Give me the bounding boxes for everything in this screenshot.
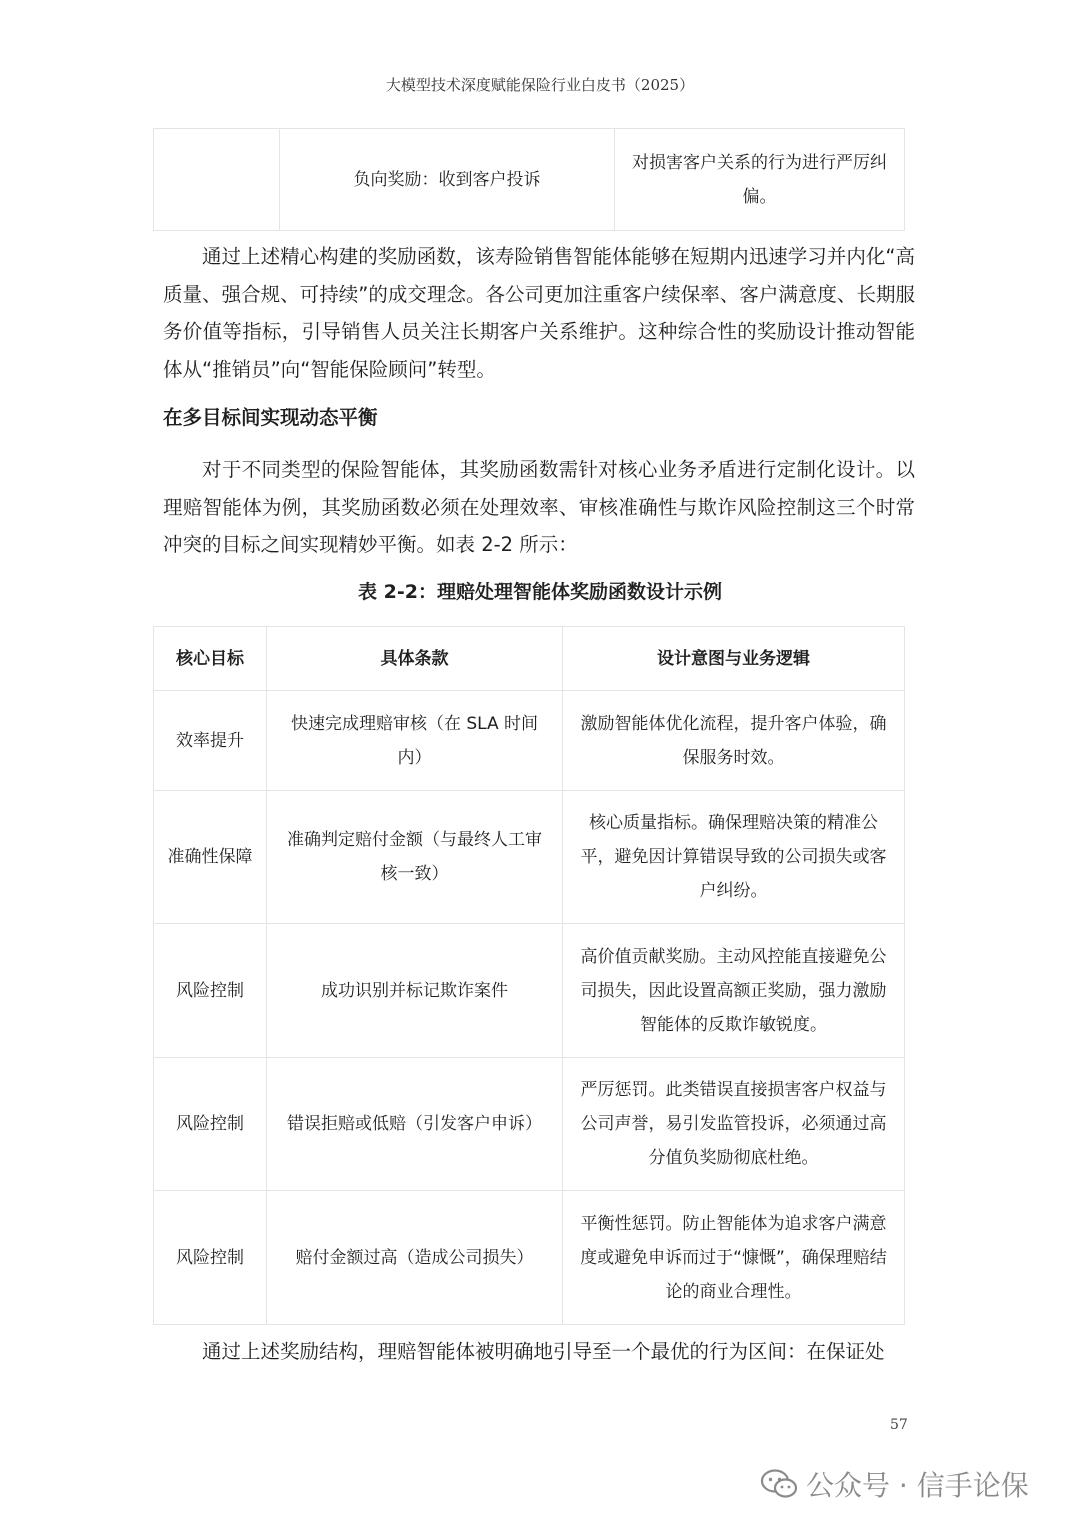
paragraph-3: 通过上述奖励结构，理赔智能体被明确地引导至一个最优的行为区间：在保证处	[202, 1340, 885, 1363]
table-cell: 负向奖励：收到客户投诉	[280, 129, 615, 231]
intent-cell: 激励智能体优化流程，提升客户体验，确保服务时效。	[563, 691, 905, 791]
table-cell: 对损害客户关系的行为进行严厉纠偏。	[615, 129, 905, 231]
table-row	[154, 791, 905, 924]
page-header: 大模型技术深度赋能保险行业白皮书（2025）	[385, 76, 695, 94]
goal-cell: 准确性保障	[154, 791, 267, 924]
wechat-icon	[760, 1469, 798, 1499]
intent-cell: 高价值贡献奖励。主动风控能直接避免公司损失，因此设置高额正奖励，强力激励智能体的反欺诈敏锐度。	[563, 924, 905, 1058]
clause-cell: 成功识别并标记欺诈案件	[267, 924, 563, 1058]
goal-cell: 效率提升	[154, 691, 267, 791]
paragraph-2: 对于不同类型的保险智能体，其奖励函数需针对核心业务矛盾进行定制化设计。以理赔智能体为例，其奖励函数必须在处理效率、审核准确性与欺诈风险控制这三个时常冲突的目标之间实现精妙平衡。如表 2-2 所示：	[163, 458, 915, 556]
table-row	[154, 924, 905, 1058]
table-caption: 表 2-2：理赔处理智能体奖励函数设计示例	[358, 581, 722, 603]
watermark-text: 公众号 · 信手论保	[806, 1469, 1029, 1502]
clause-cell: 错误拒赔或低赔（引发客户申诉）	[267, 1058, 563, 1191]
reward-table	[153, 626, 905, 1325]
table-cell	[154, 129, 280, 231]
page-number: 57	[890, 1417, 908, 1433]
goal-cell: 风险控制	[154, 1191, 267, 1325]
clause-cell: 赔付金额过高（造成公司损失）	[267, 1191, 563, 1325]
goal-cell: 风险控制	[154, 1058, 267, 1191]
table-row	[154, 691, 905, 791]
section-heading: 在多目标间实现动态平衡	[163, 406, 378, 429]
intent-cell: 核心质量指标。确保理赔决策的精准公平，避免因计算错误导致的公司损失或客户纠纷。	[563, 791, 905, 924]
header-goal: 核心目标	[154, 627, 267, 691]
goal-cell: 风险控制	[154, 924, 267, 1058]
clause-cell: 快速完成理赔审核（在 SLA 时间内）	[267, 691, 563, 791]
header-clause: 具体条款	[267, 627, 563, 691]
intent-cell: 平衡性惩罚。防止智能体为追求客户满意度或避免申诉而过于“慷慨”，确保理赔结论的商业合理性。	[563, 1191, 905, 1325]
intent-cell: 严厉惩罚。此类错误直接损害客户权益与公司声誉，易引发监管投诉，必须通过高分值负奖励彻底杜绝。	[563, 1058, 905, 1191]
clause-cell: 准确判定赔付金额（与最终人工审核一致）	[267, 791, 563, 924]
table-row	[154, 1058, 905, 1191]
top-table-fragment	[153, 128, 905, 231]
header-intent: 设计意图与业务逻辑	[563, 627, 905, 691]
paragraph-1: 通过上述精心构建的奖励函数，该寿险销售智能体能够在短期内迅速学习并内化“高质量、强合规、可持续”的成交理念。各公司更加注重客户续保率、客户满意度、长期服务价值等指标，引导销售人员关注长期客户关系维护。这种综合性的奖励设计推动智能体从“推销员”向“智能保险顾问”转型。	[163, 245, 915, 381]
table-row	[154, 1191, 905, 1325]
watermark	[760, 1464, 1029, 1504]
